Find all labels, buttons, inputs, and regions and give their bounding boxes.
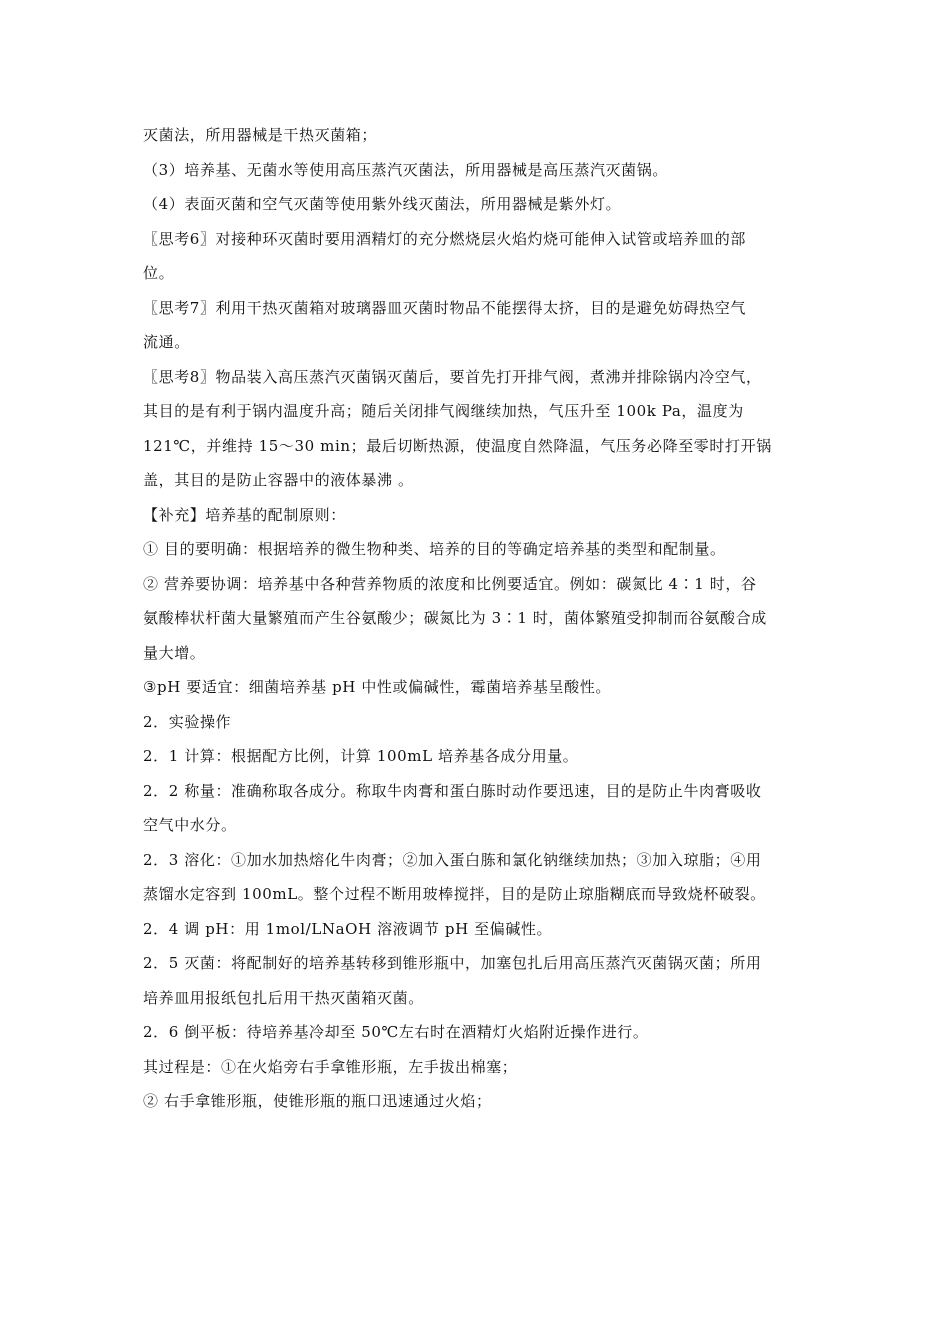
text-line: ① 目的要明确：根据培养的微生物种类、培养的目的等确定培养基的类型和配制量。 <box>143 540 726 558</box>
text-line: 2．1 计算：根据配方比例，计算 100mL 培养基各成分用量。 <box>143 747 579 765</box>
text-line: 量大增。 <box>143 643 206 662</box>
text-line: 2．4 调 pH：用 1mol/LNaOH 溶液调节 pH 至偏碱性。 <box>143 919 553 938</box>
text-line: 培养皿用报纸包扎后用干热灭菌箱灭菌。 <box>143 988 424 1007</box>
text-line: 2．6 倒平板：待培养基冷却至 50℃左右时在酒精灯火焰附近操作进行。 <box>143 1023 649 1041</box>
text-line: 2．3 溶化：①加水加热熔化牛肉膏；②加入蛋白胨和氯化钠继续加热；③加入琼脂；④用 <box>143 850 762 869</box>
text-line: 其过程是：①在火焰旁右手拿锥形瓶，左手拔出棉塞； <box>143 1057 518 1076</box>
text-line: ② 右手拿锥形瓶，使锥形瓶的瓶口迅速通过火焰； <box>143 1092 492 1110</box>
text-line: （3）培养基、无菌水等使用高压蒸汽灭菌法，所用器械是高压蒸汽灭菌锅。 <box>143 160 668 179</box>
text-line: 〖思考6〗对接种环灭菌时要用酒精灯的充分燃烧层火焰灼烧可能伸入试管或培养皿的部 <box>143 229 746 248</box>
text-line: 〖思考8〗物品装入高压蒸汽灭菌锅灭菌后，要首先打开排气阀，煮沸并排除锅内冷空气， <box>143 367 762 386</box>
text-line: 流通。 <box>143 333 190 351</box>
text-line: （4）表面灭菌和空气灭菌等使用紫外线灭菌法，所用器械是紫外灯。 <box>143 195 622 213</box>
text-line: 蒸馏水定容到 100mL。整个过程不断用玻棒搅拌，目的是防止琼脂糊底而导致烧杯破裂。 <box>143 885 766 903</box>
text-line: 2．5 灭菌：将配制好的培养基转移到锥形瓶中，加塞包扎后用高压蒸汽灭菌锅灭菌；所用 <box>143 954 762 972</box>
text-line: 氨酸棒状杆菌大量繁殖而产生谷氨酸少；碳氮比为 3∶1 时，菌体繁殖受抑制而谷氨酸合成 <box>143 609 767 627</box>
text-line: 空气中水分。 <box>143 816 237 834</box>
text-line: ② 营养要协调：培养基中各种营养物质的浓度和比例要适宜。例如：碳氮比 4∶1 时，谷 <box>143 574 757 593</box>
text-line: 位。 <box>143 264 175 282</box>
text-line: 其目的是有利于锅内温度升高；随后关闭排气阀继续加热，气压升至 100k Pa，温度为 <box>143 402 744 420</box>
text-line: 盖，其目的是防止容器中的液体暴沸 。 <box>143 471 414 489</box>
text-line: 灭菌法，所用器械是干热灭菌箱； <box>143 126 378 144</box>
text-line: ③pH 要适宜：细菌培养基 pH 中性或偏碱性，霉菌培养基呈酸性。 <box>143 678 611 696</box>
section-heading: 2．实验操作 <box>143 712 232 731</box>
document-body <box>143 118 815 1119</box>
text-line: 2．2 称量：准确称取各成分。称取牛肉膏和蛋白胨时动作要迅速，目的是防止牛肉膏吸收 <box>143 781 762 800</box>
text-line: 【补充】培养基的配制原则： <box>143 505 346 524</box>
text-line: 〖思考7〗利用干热灭菌箱对玻璃器皿灭菌时物品不能摆得太挤，目的是避免妨碍热空气 <box>143 298 746 317</box>
text-line: 121℃，并维持 15～30 min；最后切断热源，使温度自然降温，气压务必降至零时打开锅 <box>143 436 772 455</box>
